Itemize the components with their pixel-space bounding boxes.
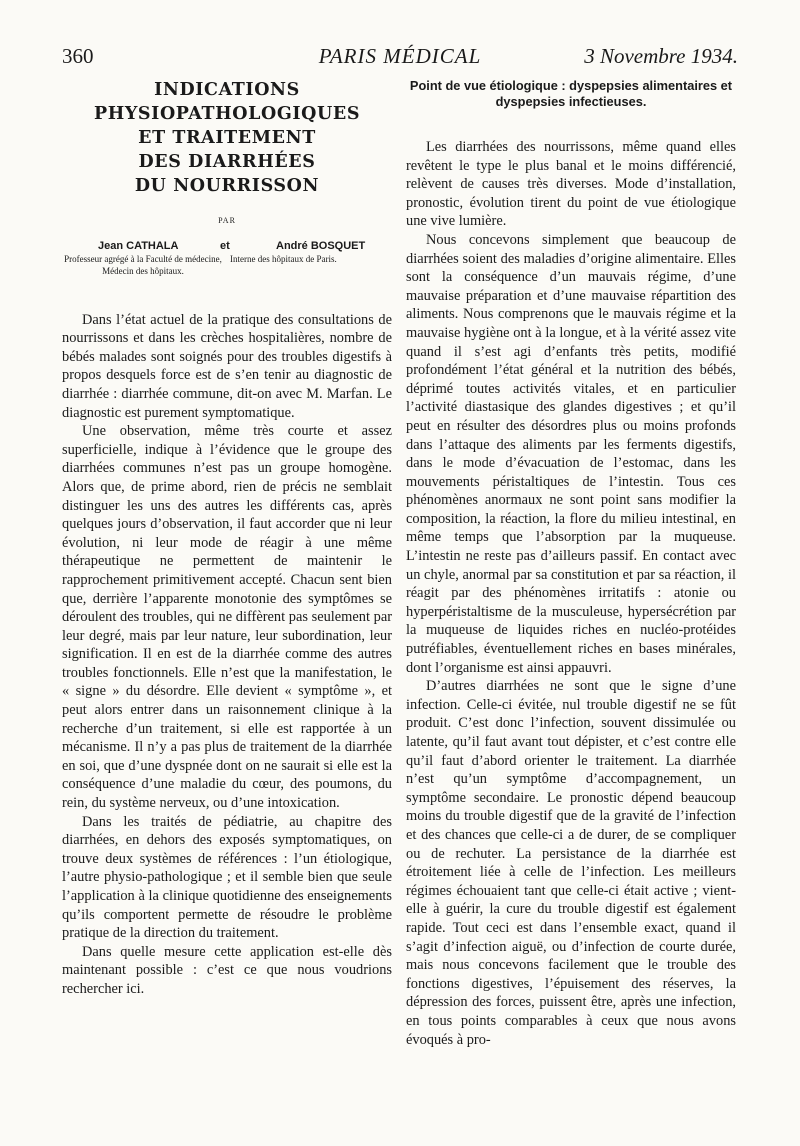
section-heading: Point de vue étiologique : dyspepsies alimentaires et dyspepsies infectieuses. — [409, 78, 733, 109]
body-paragraph: Dans les traités de pédiatrie, au chapitre des diarrhées, en dehors des exposés symptomatiques, on trouve deux systèmes de références : l’un étiologique, l’autre physio-pathologique ; et il semble bien que seule l’application à la clinique quotidienne des enseignements qu’ils comportent permette de résoudre le problème pratique de la direction du traitement. — [62, 813, 392, 942]
running-header — [62, 44, 738, 74]
affiliation-2: Interne des hôpitaux de Paris. — [230, 253, 337, 264]
affiliations — [62, 253, 392, 293]
issue-date: 3 Novembre 1934. — [584, 44, 738, 68]
left-column — [62, 78, 392, 999]
body-paragraph: Les diarrhées des nourrissons, même quand elles revêtent le type le plus banal et le moins différencié, relèvent de causes très diverses. Mode d’installation, pronostic, évolution tirent du point de vue étiologique une vive lumière. — [406, 139, 736, 230]
body-paragraph: Nous concevons simplement que beaucoup de diarrhées soient des maladies d’origine alimentaire. Elles sont la conséquence d’un mauvais régime, d’une mauvaise préparation et d’une mauvaise répartition des aliments. Nous comprenons que le mauvais régime et la mauvaise hygiène ont à la longue, et à la vérité assez vite quand il s’est agi d’enfants très petits, modifié profondément l’état général et la nutrition des bébés, déprimé toutes activités vitales, et en particulier l’activité diastasique des glandes digestives ; et qu’il peut en résulter des désordres plus ou moins profonds dans l’attaque des aliments par les ferments digestifs, dans le mode d’évacuation de l’estomac, dans les mouvements péristaltiques de l’intestin. Tous ces phénomènes anormaux ne sont point sans modifier la composition, la réaction, la flore du milieu intestinal, en même temps que l’absorption par la muqueuse. L’intestin ne reste pas d’ailleurs passif. En contact avec un chyle, anormal par sa constitution et par sa réaction, il réagit par des phénomènes irritatifs : atonie ou hyperpéristaltisme de la musculeuse, hypersécrétion par la muqueuse de liquides riches en nucléo-protéides putréfiables, éventuellement riches en bases minérales, dont l’organisme est ainsi appauvri. — [406, 231, 736, 676]
title-line: INDICATIONS — [154, 80, 300, 100]
right-column — [406, 78, 736, 1049]
title-line: PHYSIOPATHOLOGIQUES — [93, 104, 361, 124]
body-paragraph: D’autres diarrhées ne sont que le signe d’une infection. Celle-ci évitée, nul trouble digestif ne se fût produit. C’est donc l’infection, souvent dissimulée ou latente, qu’il faut avant tout dépister, et c’est contre elle qu’il faut d’abord orienter le traitement. La diarrhée n’est qu’un symptôme d’accompagnement, un symptôme secondaire. Le pronostic dépend beaucoup moins du trouble digestif que de la gravité de l’infection et des chances que celle-ci a de durer, de se compliquer ou de rechuter. La persistance de la diarrhée est étroitement liée à celle de l’infection. Les meilleurs régimes échouaient tant que celle-ci était active ; vient-elle à guérir, la cure du trouble digestif est également rapide. Tout ceci est dans l’ensemble exact, quand il s’agit d’infection aiguë, ou d’infection de courte durée, mais nous concevons facilement que le trouble des fonctions digestives, l’épuisement des réserves, la dépression des forces, puissent être, après une infection, en tous points comparables à ceux que nous avons évoqués à pro- — [406, 678, 736, 1048]
affiliation-1: Professeur agrégé à la Faculté de médecine, Médecin des hôpitaux. — [64, 253, 222, 276]
title-line: DES DIARRHÉES — [138, 152, 316, 172]
by-label: PAR — [218, 216, 236, 225]
body-paragraph: Dans l’état actuel de la pratique des consultations de nourrissons et dans les crèches hospitalières, nombre de bébés malades sont soignés pour des troubles digestifs à propos desquels force est de s’en tenir au diagnostic de diarrhée : diarrhée commune, dit-on avec M. Marfan. Le diagnostic est purement symptomatique. — [62, 311, 392, 421]
author-2: André BOSQUET — [276, 239, 366, 252]
title-line: ET TRAITEMENT — [138, 128, 316, 148]
article-title — [62, 78, 392, 198]
journal-title: PARIS MÉDICAL — [318, 44, 482, 68]
author-1: Jean CATHALA — [98, 239, 179, 252]
author-line — [62, 237, 392, 253]
title-line: DU NOURRISSON — [134, 176, 320, 196]
author-conjunction: et — [220, 239, 230, 252]
page-number: 360 — [62, 44, 94, 68]
body-paragraph: Une observation, même très courte et assez superficielle, indique à l’évidence que le groupe des diarrhées communes n’est pas un groupe homogène. Alors que, de prime abord, rien de précis ne semblait distinguer les uns des autres les différents cas, après quelques jours d’observation, il faut accorder que ni leur évolution, ni leur mode de réagir à une même thérapeutique ne permettent de maintenir le rapprochement primitivement accepté. Chacun sent bien que, derrière l’apparente monotonie des symptômes se déroulent des troubles, qui ne diffèrent pas seulement par leur degré, mais par leur nature, leur subordination, leur signification. Il en est de la diarrhée comme des autres troubles fonctionnels. Elle n’est que la manifestation, le « signe » du désordre. Elle devient « symptôme », et peut alors entrer dans un raisonnement clinique à la recherche d’un traitement, si elle est rapportée à un mécanisme. Il n’y a pas plus de traitement de la diarrhée en soi, que d’une dyspnée dont on ne saurait si elle est la conséquence d’une maladie du cœur, des poumons, du rein, du système nerveux, ou d’une intoxication. — [62, 423, 392, 812]
body-paragraph: Dans quelle mesure cette application est-elle dès maintenant possible : c’est ce que nous voudrions rechercher ici. — [62, 943, 392, 997]
